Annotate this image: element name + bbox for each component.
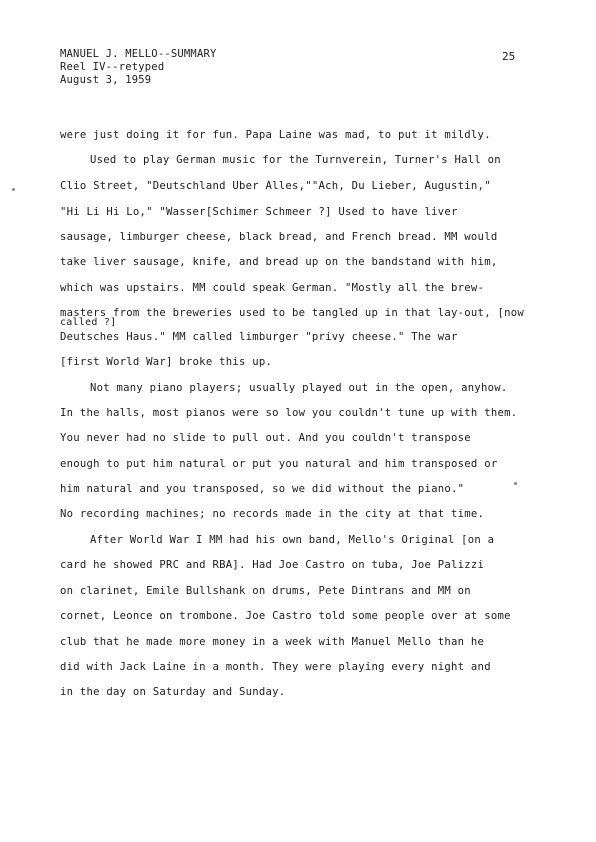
text-line: card he showed PRC and RBA]. Had Joe Castro on tuba, Joe Palizzi xyxy=(60,559,485,571)
text-line: club that he made more money in a week with Manuel Mello than he xyxy=(60,636,485,648)
text-line: take liver sausage, knife, and bread up on the bandstand with him, xyxy=(60,256,498,268)
text-line: Deutsches Haus." MM called limburger "privy cheese." The war xyxy=(60,331,458,343)
text-line: Used to play German music for the Turnverein, Turner's Hall on xyxy=(90,154,501,166)
text-line: No recording machines; no records made in the city at that time. xyxy=(60,508,485,520)
text-line: on clarinet, Emile Bullshank on drums, Pete Dintrans and MM on xyxy=(60,585,471,597)
text-line: cornet, Leonce on trombone. Joe Castro told some people over at some xyxy=(60,610,511,622)
page-number: 25 xyxy=(502,50,516,63)
text-line: in the day on Saturday and Sunday. xyxy=(60,686,286,698)
document-header xyxy=(60,48,217,87)
text-line: After World War I MM had his own band, Mello's Original [on a xyxy=(90,534,495,546)
text-line: which was upstairs. MM could speak German. "Mostly all the brew- xyxy=(60,282,485,294)
text-line: [first World War] broke this up. xyxy=(60,356,273,368)
text-line: sausage, limburger cheese, black bread, and French bread. MM would xyxy=(60,231,498,243)
text-line: enough to put him natural or put you natural and him transposed or xyxy=(60,458,498,470)
text-line: him natural and you transposed, so we did without the piano." xyxy=(60,483,465,495)
scan-speck xyxy=(514,482,517,485)
header-reel: Reel IV--retyped xyxy=(60,61,165,73)
text-line: did with Jack Laine in a month. They were playing every night and xyxy=(60,661,491,673)
header-date: August 3, 1959 xyxy=(60,74,152,86)
text-line: Clio Street, "Deutschland Uber Alles,""Ach, Du Lieber, Augustin," xyxy=(60,180,491,192)
text-line: In the halls, most pianos were so low you couldn't tune up with them. xyxy=(60,407,518,419)
text-line: You never had no slide to pull out. And you couldn't transpose xyxy=(60,432,471,444)
text-line: masters from the breweries used to be tangled up in that lay-out, [now xyxy=(60,307,524,319)
text-line: were just doing it for fun. Papa Laine was mad, to put it mildly. xyxy=(60,129,491,141)
text-line: called ?] xyxy=(60,317,117,328)
text-line: "Hi Li Hi Lo," "Wasser[Schimer Schmeer ?] Used to have liver xyxy=(60,206,458,218)
header-title: MANUEL J. MELLO--SUMMARY xyxy=(60,48,217,60)
text-line: Not many piano players; usually played out in the open, anyhow. xyxy=(90,382,508,394)
scan-speck xyxy=(12,188,15,191)
